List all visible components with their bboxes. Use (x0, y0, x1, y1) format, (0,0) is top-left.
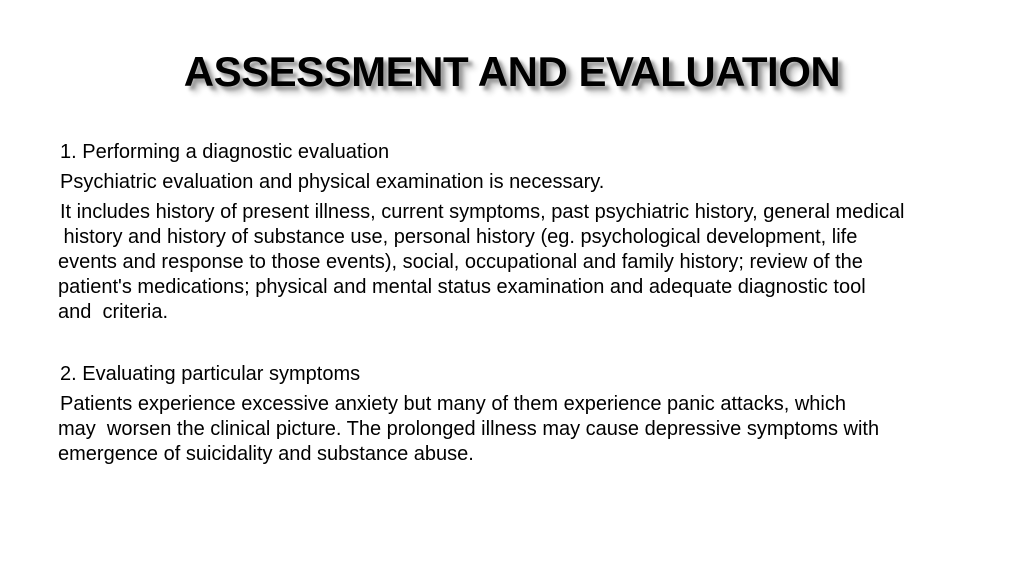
slide-body (58, 140, 978, 467)
section2-paragraph-line: emergence of suicidality and substance abuse. (58, 443, 474, 465)
section2-paragraph-line: Patients experience excessive anxiety but many of them experience panic attacks, which (60, 393, 846, 415)
section1-paragraph-line: history and history of substance use, personal history (eg. psychological development, life (58, 226, 858, 248)
section1-paragraph-line: events and response to those events), social, occupational and family history; review of the (58, 251, 863, 273)
slide-title: ASSESSMENT AND EVALUATION (183, 48, 841, 95)
section2-paragraph-line: may worsen the clinical picture. The prolonged illness may cause depressive symptoms with (58, 418, 880, 440)
section1-heading: 1. Performing a diagnostic evaluation (60, 141, 390, 163)
section1-paragraph-line: and criteria. (58, 301, 169, 323)
section2-heading: 2. Evaluating particular symptoms (60, 363, 361, 385)
section1-paragraph-line: It includes history of present illness, current symptoms, past psychiatric history, general medical (60, 201, 905, 223)
section1-paragraph-line: patient's medications; physical and mental status examination and adequate diagnostic tool (58, 276, 866, 298)
section1-line1: Psychiatric evaluation and physical examination is necessary. (60, 171, 605, 193)
